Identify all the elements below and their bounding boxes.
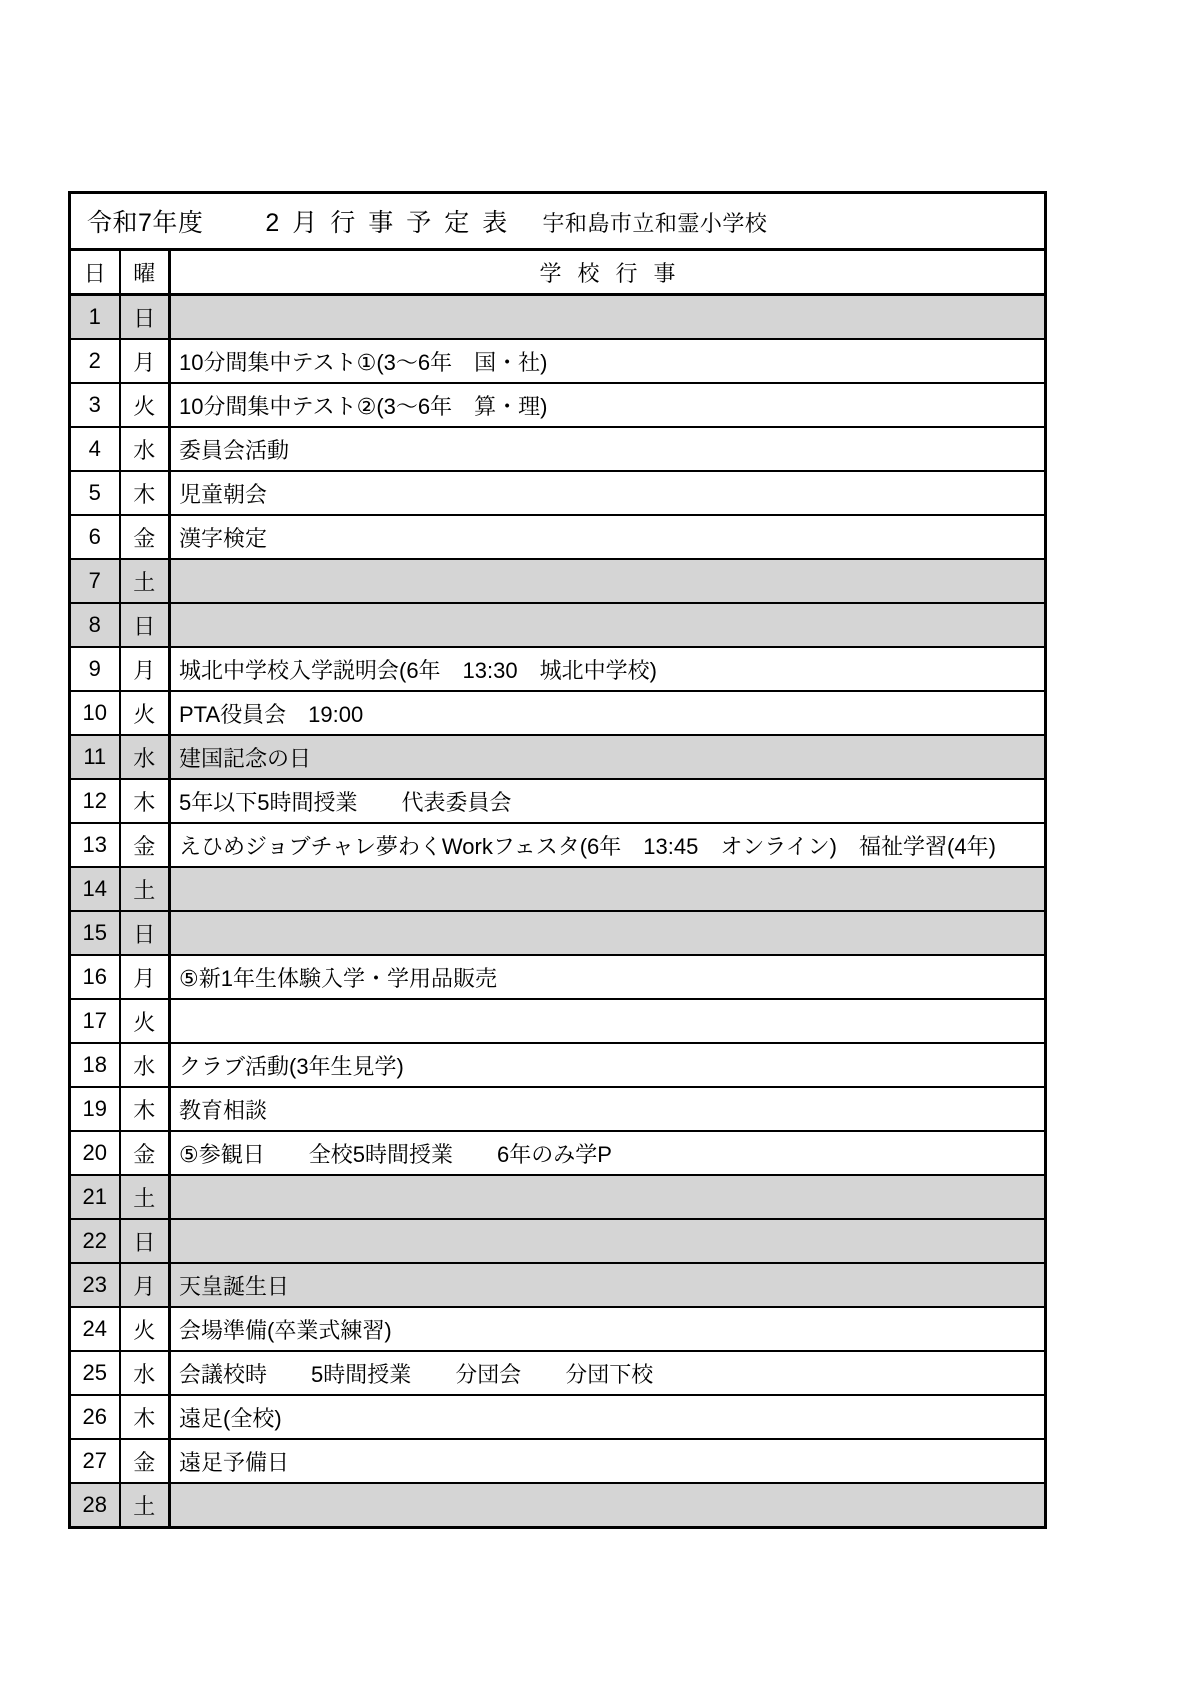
column-header-dow: 曜 (120, 250, 170, 295)
cell-day-of-week: 金 (120, 823, 170, 867)
cell-day-number: 2 (70, 339, 120, 383)
cell-day-of-week: 木 (120, 1395, 170, 1439)
cell-school-event: えひめジョブチャレ夢わくWorkフェスタ(6年 13:45 オンライン) 福祉学習(4年) (170, 823, 1046, 867)
cell-day-of-week: 日 (120, 1219, 170, 1263)
cell-day-of-week: 月 (120, 339, 170, 383)
table-row (70, 823, 1046, 867)
cell-day-number: 5 (70, 471, 120, 515)
title-main: 2月行事予定表 (265, 209, 521, 237)
cell-day-of-week: 金 (120, 1131, 170, 1175)
cell-day-of-week: 土 (120, 1175, 170, 1219)
column-header-event-label: 学校行事 (539, 260, 692, 286)
table-row (70, 1219, 1046, 1263)
cell-day-number: 23 (70, 1263, 120, 1307)
cell-day-number: 15 (70, 911, 120, 955)
cell-day-number: 14 (70, 867, 120, 911)
table-row (70, 955, 1046, 999)
cell-day-number: 21 (70, 1175, 120, 1219)
cell-school-event (170, 911, 1046, 955)
cell-day-of-week: 土 (120, 1483, 170, 1528)
table-row (70, 515, 1046, 559)
cell-school-event: 城北中学校入学説明会(6年 13:30 城北中学校) (170, 647, 1046, 691)
cell-day-of-week: 月 (120, 1263, 170, 1307)
cell-school-event: ⑤参観日 全校5時間授業 6年のみ学P (170, 1131, 1046, 1175)
cell-day-number: 6 (70, 515, 120, 559)
cell-day-of-week: 火 (120, 691, 170, 735)
cell-school-event: 会場準備(卒業式練習) (170, 1307, 1046, 1351)
cell-school-event (170, 867, 1046, 911)
cell-school-event (170, 1175, 1046, 1219)
cell-school-event: 10分間集中テスト②(3～6年 算・理) (170, 383, 1046, 427)
cell-school-event: 児童朝会 (170, 471, 1046, 515)
cell-day-number: 11 (70, 735, 120, 779)
cell-day-number: 24 (70, 1307, 120, 1351)
cell-day-of-week: 土 (120, 867, 170, 911)
title-era: 令和7年度 (87, 209, 204, 237)
cell-day-of-week: 日 (120, 295, 170, 340)
cell-school-event: 10分間集中テスト①(3～6年 国・社) (170, 339, 1046, 383)
cell-school-event (170, 295, 1046, 340)
column-header-day: 日 (70, 250, 120, 295)
cell-school-event (170, 1483, 1046, 1528)
cell-day-of-week: 火 (120, 1307, 170, 1351)
title-row (70, 193, 1046, 250)
cell-day-number: 9 (70, 647, 120, 691)
table-row (70, 1439, 1046, 1483)
cell-school-event: 遠足予備日 (170, 1439, 1046, 1483)
cell-day-number: 4 (70, 427, 120, 471)
cell-day-number: 28 (70, 1483, 120, 1528)
cell-school-event: 漢字検定 (170, 515, 1046, 559)
cell-day-of-week: 水 (120, 1351, 170, 1395)
column-header-event (170, 250, 1046, 295)
table-row (70, 867, 1046, 911)
schedule-table (68, 191, 1047, 1529)
title-cell (70, 193, 1046, 250)
cell-day-number: 20 (70, 1131, 120, 1175)
table-row (70, 691, 1046, 735)
cell-day-number: 27 (70, 1439, 120, 1483)
cell-school-event: 遠足(全校) (170, 1395, 1046, 1439)
cell-school-event (170, 1219, 1046, 1263)
cell-day-number: 3 (70, 383, 120, 427)
document-title (87, 203, 1044, 239)
cell-day-number: 10 (70, 691, 120, 735)
table-row (70, 471, 1046, 515)
cell-day-number: 26 (70, 1395, 120, 1439)
cell-day-number: 12 (70, 779, 120, 823)
cell-day-of-week: 月 (120, 955, 170, 999)
table-row (70, 735, 1046, 779)
cell-day-number: 18 (70, 1043, 120, 1087)
cell-day-number: 22 (70, 1219, 120, 1263)
table-row (70, 339, 1046, 383)
title-school: 宇和島市立和霊小学校 (542, 211, 768, 236)
cell-day-of-week: 木 (120, 1087, 170, 1131)
cell-day-of-week: 水 (120, 1043, 170, 1087)
table-row (70, 1351, 1046, 1395)
table-row (70, 603, 1046, 647)
cell-school-event: クラブ活動(3年生見学) (170, 1043, 1046, 1087)
table-row (70, 1395, 1046, 1439)
cell-day-number: 1 (70, 295, 120, 340)
cell-day-of-week: 水 (120, 427, 170, 471)
cell-school-event: ⑤新1年生体験入学・学用品販売 (170, 955, 1046, 999)
cell-school-event (170, 559, 1046, 603)
table-row (70, 1307, 1046, 1351)
schedule-table-body (70, 193, 1046, 1528)
table-row (70, 999, 1046, 1043)
table-row (70, 1043, 1046, 1087)
cell-day-of-week: 日 (120, 911, 170, 955)
cell-day-of-week: 金 (120, 515, 170, 559)
table-row (70, 1175, 1046, 1219)
cell-day-number: 19 (70, 1087, 120, 1131)
table-row (70, 1087, 1046, 1131)
cell-day-number: 13 (70, 823, 120, 867)
table-row (70, 1483, 1046, 1528)
table-row (70, 1131, 1046, 1175)
table-row (70, 559, 1046, 603)
cell-school-event: 教育相談 (170, 1087, 1046, 1131)
cell-school-event: PTA役員会 19:00 (170, 691, 1046, 735)
cell-school-event (170, 603, 1046, 647)
cell-day-of-week: 木 (120, 471, 170, 515)
cell-day-number: 7 (70, 559, 120, 603)
cell-day-number: 25 (70, 1351, 120, 1395)
cell-school-event: 天皇誕生日 (170, 1263, 1046, 1307)
table-row (70, 779, 1046, 823)
table-row (70, 911, 1046, 955)
cell-day-number: 8 (70, 603, 120, 647)
cell-day-of-week: 水 (120, 735, 170, 779)
cell-day-of-week: 土 (120, 559, 170, 603)
cell-day-of-week: 火 (120, 999, 170, 1043)
cell-school-event: 建国記念の日 (170, 735, 1046, 779)
cell-school-event: 5年以下5時間授業 代表委員会 (170, 779, 1046, 823)
table-row (70, 295, 1046, 340)
cell-school-event (170, 999, 1046, 1043)
table-row (70, 647, 1046, 691)
cell-school-event: 会議校時 5時間授業 分団会 分団下校 (170, 1351, 1046, 1395)
cell-day-of-week: 日 (120, 603, 170, 647)
cell-school-event: 委員会活動 (170, 427, 1046, 471)
table-row (70, 383, 1046, 427)
cell-day-number: 17 (70, 999, 120, 1043)
cell-day-of-week: 火 (120, 383, 170, 427)
cell-day-number: 16 (70, 955, 120, 999)
table-row (70, 427, 1046, 471)
cell-day-of-week: 木 (120, 779, 170, 823)
column-header-row (70, 250, 1046, 295)
table-row (70, 1263, 1046, 1307)
schedule-sheet (68, 191, 1044, 1529)
cell-day-of-week: 月 (120, 647, 170, 691)
cell-day-of-week: 金 (120, 1439, 170, 1483)
